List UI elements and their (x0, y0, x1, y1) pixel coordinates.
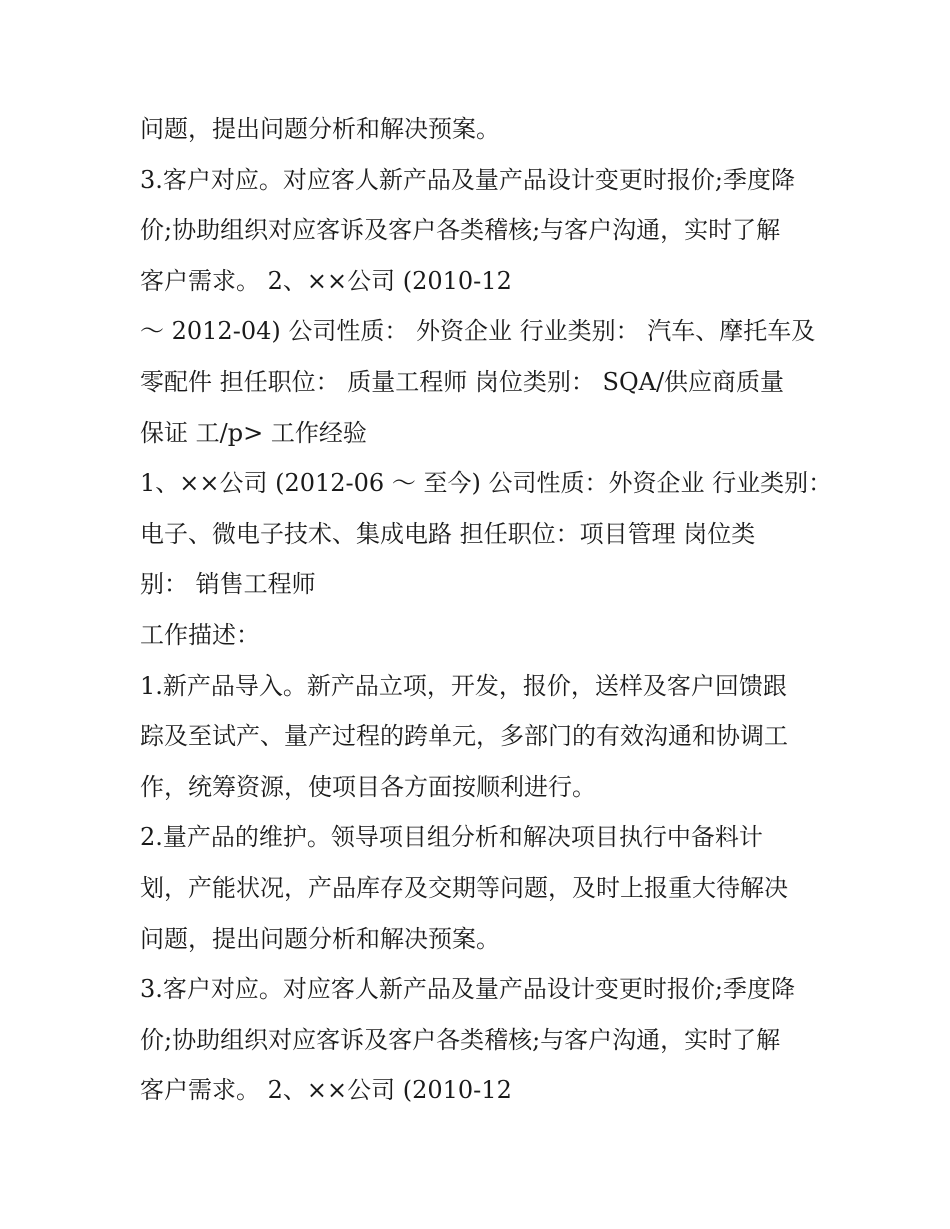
text-line: 划，产能状况，产品库存及交期等问题，及时上报重大待解决 (140, 873, 788, 902)
text-line: 保证 工/p> 工作经验 (140, 418, 367, 447)
text-line: 问题，提出问题分析和解决预案。 (140, 115, 500, 143)
text-line: 1.新产品导入。新产品立项，开发，报价，送样及客户回馈跟 (140, 671, 787, 700)
text-line: 客户需求。 2、××公司 (2010-12 (140, 1076, 512, 1105)
text-line: 价;协助组织对应客诉及客户各类稽核;与客户沟通，实时了解 (140, 216, 781, 245)
text-line: 3.客户对应。对应客人新产品及量产品设计变更时报价;季度降 (140, 165, 795, 194)
text-line: 问题，提出问题分析和解决预案。 (140, 924, 500, 953)
text-line: ～ 2012-04) 公司性质： 外资企业 行业类别： 汽车、摩托车及 (140, 317, 816, 346)
text-line: 别： 销售工程师 (140, 570, 316, 599)
text-line: 3.客户对应。对应客人新产品及量产品设计变更时报价;季度降 (140, 975, 795, 1004)
text-line: 1、××公司 (2012-06 ～ 至今) 公司性质：外资企业 行业类别： (140, 469, 833, 498)
text-line: 踪及至试产、量产过程的跨单元，多部门的有效沟通和协调工 (140, 722, 788, 751)
text-line: 作，统筹资源，使项目各方面按顺利进行。 (140, 772, 596, 801)
text-line: 零配件 担任职位： 质量工程师 岗位类别： SQA/供应商质量 (140, 367, 785, 396)
document-body (140, 104, 833, 1116)
text-line: 价;协助组织对应客诉及客户各类稽核;与客户沟通，实时了解 (140, 1025, 781, 1054)
section-heading: 工作描述： (140, 620, 260, 649)
text-line: 2.量产品的维护。领导项目组分析和解决项目执行中备料计 (140, 823, 763, 852)
text-line: 电子、微电子技术、集成电路 担任职位：项目管理 岗位类 (140, 519, 756, 548)
text-line: 客户需求。 2、××公司 (2010-12 (140, 266, 512, 295)
